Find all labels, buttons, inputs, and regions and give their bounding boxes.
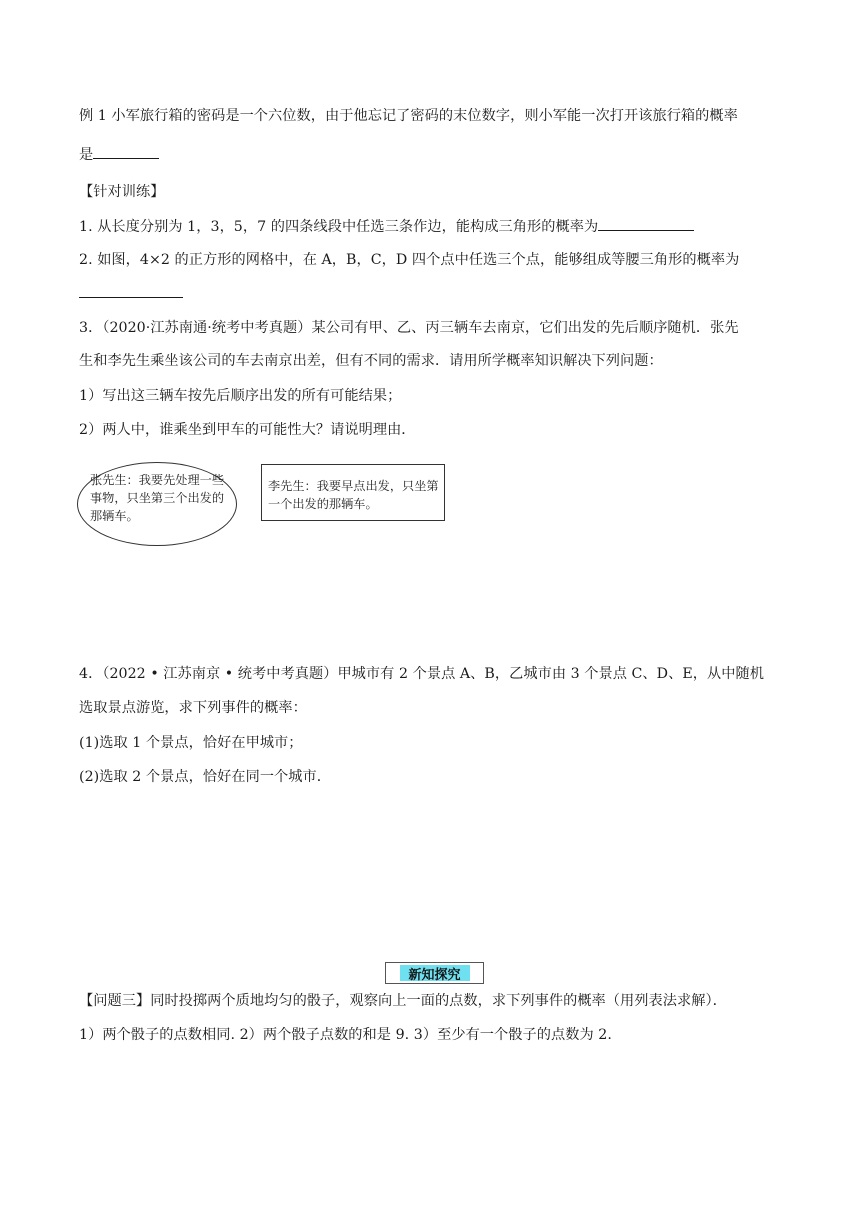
example1-line2 bbox=[79, 144, 159, 165]
question-4-line2: 选取景点游览，求下列事件的概率： bbox=[79, 700, 307, 716]
section-badge-label: 新知探究 bbox=[408, 967, 461, 983]
problem-3-line2: 1）两个骰子的点数相同. 2）两个骰子点数的和是 9. 3）至少有一个骰子的点数为 2. bbox=[79, 1027, 612, 1043]
question-4-sub1: (1)选取 1 个景点，恰好在甲城市； bbox=[79, 735, 303, 751]
question-3-sub2: 2）两人中，谁乘坐到甲车的可能性大？请说明理由． bbox=[79, 422, 416, 438]
question-4-sub2: (2)选取 2 个景点，恰好在同一个城市． bbox=[79, 769, 332, 785]
bubble-zhang-line2: 事物，只坐第三个出发的 bbox=[90, 491, 225, 505]
section-badge bbox=[385, 962, 484, 984]
question-1-text: 1. 从长度分别为 1，3，5，7 的四条线段中任选三条作边，能构成三角形的概率为 bbox=[79, 219, 599, 235]
question-3-line1: 3．（2020·江苏南通·统考中考真题）某公司有甲、乙、丙三辆车去南京，它们出发的先后顺序随机．张先 bbox=[79, 320, 739, 336]
bubble-li-line2: 一个出发的那辆车。 bbox=[268, 497, 378, 511]
question-3-sub1: 1）写出这三辆车按先后顺序出发的所有可能结果； bbox=[79, 388, 402, 404]
example1-line1: 例 1 小军旅行箱的密码是一个六位数，由于他忘记了密码的末位数字，则小军能一次打开该旅行箱的概率 bbox=[79, 108, 738, 124]
answer-blank bbox=[93, 144, 159, 159]
question-2-line2 bbox=[79, 283, 183, 304]
question-4-line1: 4．（2022 • 江苏南京 • 统考中考真题）甲城市有 2 个景点 A、B，乙城市由 3 个景点 C、D、E，从中随机 bbox=[79, 666, 764, 682]
answer-blank bbox=[79, 283, 183, 298]
example1-line2-text: 是 bbox=[79, 147, 94, 163]
bubble-li-line1: 李先生：我要早点出发，只坐第 bbox=[268, 479, 439, 493]
answer-blank bbox=[598, 216, 694, 231]
bubble-zhang-line3: 那辆车。 bbox=[90, 509, 139, 523]
training-header: 【针对训练】 bbox=[79, 184, 165, 200]
problem-3-line1: 【问题三】同时投掷两个质地均匀的骰子，观察向上一面的点数，求下列事件的概率（用列表法求解）． bbox=[79, 993, 727, 1009]
question-3-line2: 生和李先生乘坐该公司的车去南京出差，但有不同的需求．请用所学概率知识解决下列问题： bbox=[79, 353, 663, 369]
question-1 bbox=[79, 216, 694, 237]
bubble-zhang-line1: 张先生：我要先处理一些 bbox=[90, 473, 225, 487]
question-2-line1: 2. 如图，4×2 的正方形的网格中，在 A，B，C，D 四个点中任选三个点，能够组成等腰三角形的概率为 bbox=[79, 252, 740, 268]
